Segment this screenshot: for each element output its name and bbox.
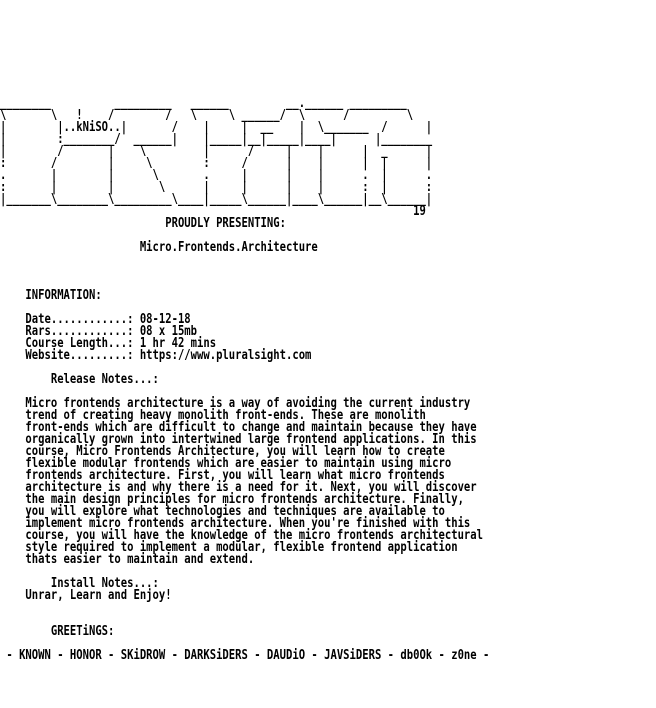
- info-course-length: Course Length...: 1 hr 42 mins: [0, 336, 217, 351]
- release-notes-text-line: style required to implement a modular, flexible frontend application: [0, 540, 458, 555]
- page-number: 19: [0, 204, 426, 219]
- nfo-line: thats easier to maintain and extend.: [0, 552, 255, 567]
- release-notes-text-line: architecture is and why there is a need for it. Next, you will discover: [0, 480, 477, 495]
- release-notes-text-line: trend of creating heavy monolith front-ends. These are monolith: [0, 408, 426, 423]
- nfo-line: Unrar, Learn and Enjoy!: [0, 588, 172, 603]
- release-notes-text-line: Micro frontends architecture is a way of avoiding the current industry: [0, 396, 471, 411]
- ascii-logo-line: |_______\________\_________\____|_____\______|____\______|__\______|: [0, 192, 433, 207]
- ascii-logo-line: \ \ ! / / \ \ ______/ \ / \: [0, 108, 414, 123]
- release-title: Micro.Frontends.Architecture: [0, 240, 318, 255]
- ascii-logo-line: | :________/ ______| |_____|__|_____|____| |________: [0, 132, 433, 147]
- ascii-logo-line: | / | \ | / | | | _ |: [0, 144, 433, 159]
- ascii-logo-line: | |..kNiSO..| / | | __ | \_______ / |: [0, 120, 433, 135]
- ascii-logo-line: : / | \ : / | | | | |: [0, 156, 433, 171]
- release-notes-text-line: front-ends which are difficult to change and maintain because they have: [0, 420, 477, 435]
- release-notes-text-line: the main design principles for micro frontends architecture. Finally,: [0, 492, 464, 507]
- release-notes-heading: Release Notes...:: [0, 372, 159, 387]
- proudly-presenting-heading: PROUDLY PRESENTING:: [0, 216, 286, 231]
- info-rars: Rars............: 08 x 15mb: [0, 324, 198, 339]
- release-notes-text-line: organically grown into intertwined large frontend applications. In this: [0, 432, 477, 447]
- ascii-logo-line: ________ _________ ______ __.______ _________: [0, 96, 407, 111]
- install-notes-text: Install Notes...:: [0, 576, 159, 591]
- release-notes-text-line: frontends architecture. First, you will learn what micro frontends: [0, 468, 445, 483]
- nfo-line: GREETiNGS:: [0, 624, 115, 639]
- ascii-logo-line: : | | \ | | | | : | :: [0, 180, 433, 195]
- release-notes-text-line: course, you will have the knowledge of the micro frontends architectural: [0, 528, 483, 543]
- release-notes-text-line: flexible modular frontends which are easier to maintain using micro: [0, 456, 452, 471]
- ascii-logo-line: . | | \ . | | | . | .: [0, 168, 433, 183]
- info-date: Date............: 08-12-18: [0, 312, 191, 327]
- release-notes-text-line: course, Micro Frontends Architecture, you will learn how to create: [0, 444, 445, 459]
- nfo-line: - KNOWN - HONOR - SKiDROW - DARKSiDERS - DAUDiO - JAVSiDERS - db0Ok - z0ne -: [0, 648, 490, 663]
- release-notes-text-line: you will explore what technologies and techniques are available to: [0, 504, 445, 519]
- release-notes-text-line: implement micro frontends architecture. When you're finished with this: [0, 516, 471, 531]
- information-heading: INFORMATION:: [0, 288, 102, 303]
- info-website: Website.........: https://www.pluralsight.com: [0, 348, 312, 363]
